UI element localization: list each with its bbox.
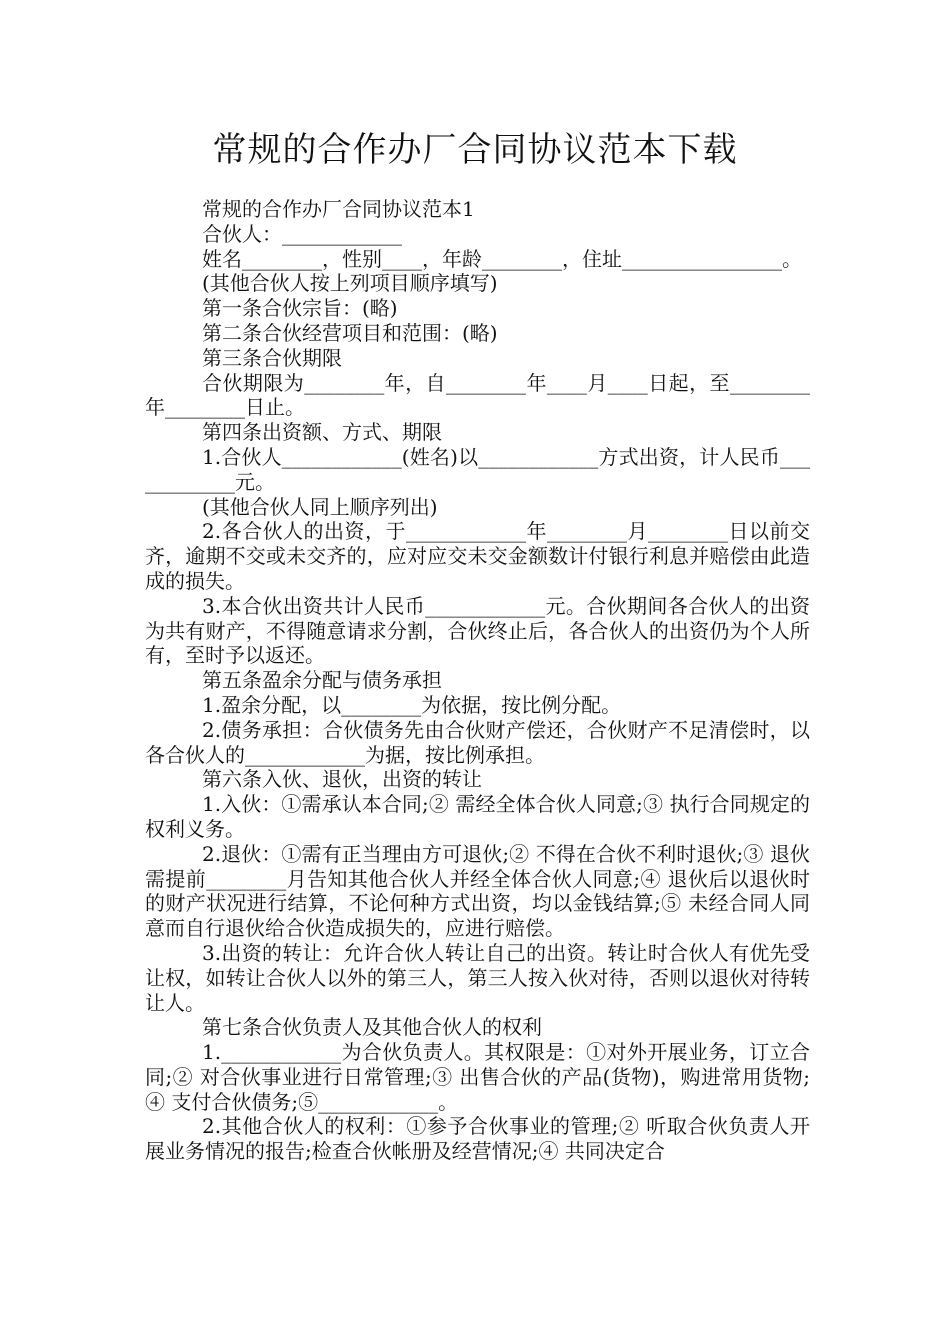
paragraph: 第一条合伙宗旨：(略) xyxy=(202,296,398,321)
paragraph: 第五条盈余分配与债务承担 xyxy=(202,668,442,693)
paragraph: 第二条合伙经营项目和范围：(略) xyxy=(202,320,498,345)
paragraph: 常规的合作办厂合同协议范本1 xyxy=(202,197,475,221)
document-body xyxy=(145,197,810,1164)
paragraph: 2.退伙：①需有正当理由方可退伙;② 不得在合伙不利时退伙;③ 退伙需提前________月告知其他合伙人并经全体合伙人同意;④ 退伙后以退伙时的财产状况进行结算，不论何种方式出资，均以金钱结算;⑤ 未经合同人同意而自行退伙给合伙造成损失的，应进行赔偿。 xyxy=(145,841,810,941)
paragraph: 姓名________，性别____，年龄________，住址________________。 xyxy=(202,246,802,271)
paragraph: 第三条合伙期限 xyxy=(202,345,342,370)
paragraph: 1.____________为合伙负责人。其权限是：①对外开展业务，订立合同;② 对合伙事业进行日常管理;③ 出售合伙的产品(货物)，购进常用货物;④ 支付合伙债务;⑤____________。 xyxy=(145,1040,810,1114)
paragraph: 合伙期限为________年，自________年____月____日起，至________年________日止。 xyxy=(145,370,810,420)
paragraph: 合伙人：____________ xyxy=(202,221,402,246)
paragraph: 3.本合伙出资共计人民币____________元。合伙期间各合伙人的出资为共有财产，不得随意请求分割，合伙终止后，各合伙人的出资仍为个人所有，至时予以返还。 xyxy=(145,593,810,668)
paragraph: (其他合伙人同上顺序列出) xyxy=(202,494,438,519)
paragraph: 1.盈余分配，以________为依据，按比例分配。 xyxy=(202,692,622,717)
paragraph: 2.各合伙人的出资，于____________年________月________日以前交齐，逾期不交或未交齐的，应对应交未交金额数计付银行利息并赔偿由此造成的损失。 xyxy=(145,519,810,593)
paragraph: 第四条出资额、方式、期限 xyxy=(202,420,442,445)
paragraph: 第六条入伙、退伙，出资的转让 xyxy=(202,767,482,792)
paragraph: 第七条合伙负责人及其他合伙人的权利 xyxy=(202,1015,542,1040)
paragraph: 1.入伙：①需承认本合同;② 需经全体合伙人同意;③ 执行合同规定的权利义务。 xyxy=(145,792,810,841)
paragraph: 2.其他合伙人的权利：①参予合伙事业的管理;② 听取合伙负责人开展业务情况的报告;检查合伙帐册及经营情况;④ 共同决定合 xyxy=(145,1114,810,1164)
paragraph: 1.合伙人____________(姓名)以____________方式出资，计人民币____________元。 xyxy=(145,444,810,494)
paragraph: 3.出资的转让：允许合伙人转让自己的出资。转让时合伙人有优先受让权，如转让合伙人以外的第三人，第三人按入伙对待，否则以退伙对待转让人。 xyxy=(145,940,810,1015)
document-title: 常规的合作办厂合同协议范本下载 xyxy=(212,130,738,170)
paragraph: (其他合伙人按上列项目顺序填写) xyxy=(202,271,498,296)
paragraph: 2.债务承担：合伙债务先由合伙财产偿还，合伙财产不足清偿时，以各合伙人的____________为据，按比例承担。 xyxy=(145,717,810,767)
